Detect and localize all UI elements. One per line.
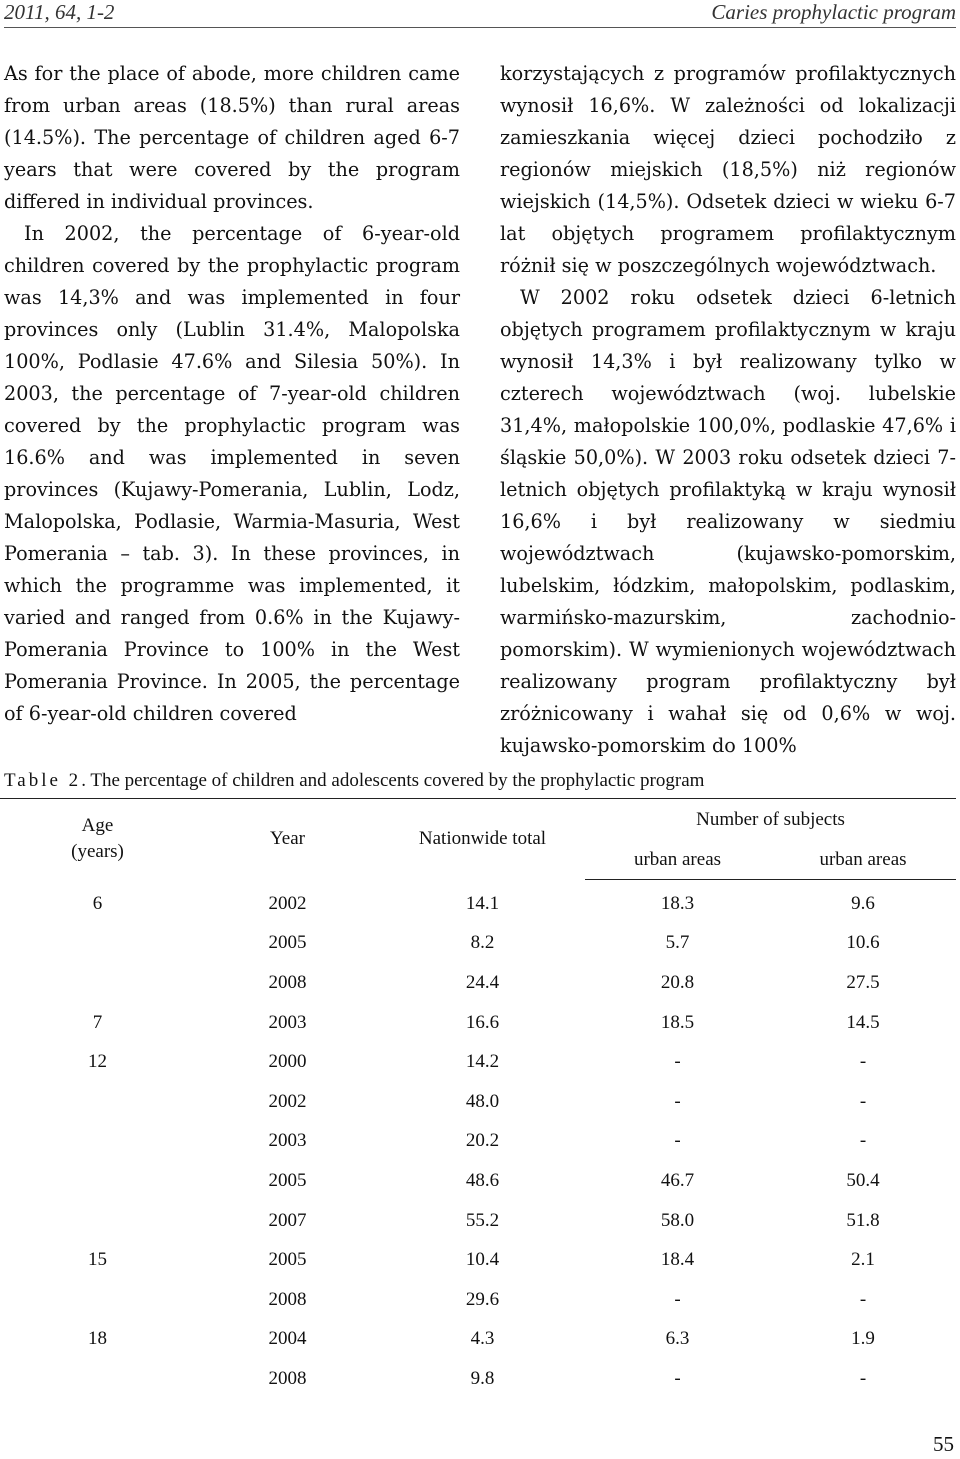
- header-nationwide: Nationwide total: [418, 828, 547, 850]
- paragraph: As for the place of abode, more children came from urban areas (18.5%) than rural areas (14.5%). The percentage of children aged 6-7 years that were covered by the program differed in individual provinces.: [4, 62, 460, 213]
- cell-year: 2002: [268, 892, 307, 914]
- cell-nationwide: 55.2: [465, 1209, 500, 1231]
- cell-urban-2: -: [859, 1130, 867, 1152]
- cell-age: [0, 1359, 195, 1399]
- cell-urban-1: 46.7: [660, 1169, 695, 1191]
- running-header: [4, 0, 956, 26]
- table-row: [0, 1161, 956, 1201]
- cell-year: 2003: [268, 1011, 307, 1033]
- cell-urban-2: 51.8: [846, 1209, 880, 1231]
- cell-urban-2: 27.5: [846, 971, 880, 993]
- cell-urban-1: -: [674, 1367, 681, 1389]
- paragraph: korzystających z programów profilaktycznych wynosił 16,6%. W zależności od lokalizacji zamieszkania więcej dzieci pochodziło z regionów miejskich (18,5%) niż regionów wiejskich (14,5%). Odsetek dzieci w wieku 6-7 lat objętych programem profilaktycznym różnił się w poszczególnych województwach.: [500, 62, 956, 277]
- table-row: [0, 1280, 956, 1320]
- paragraph: In 2002, the percentage of 6-year-old children covered by the prophylactic program was 14,3% and was implemented in four provinces only (Lublin 31.4%, Malopolska 100%, Podlasie 47.6% and Silesia 50%). In 2003, the percentage of 7-year-old children covered by the prophylactic program was 16.6% and was implemented in seven provinces (Kujawy-Pomerania, Lublin, Lodz, Malopolska, Podlasie, Warmia-Masuria, West Pomerania – tab. 3). In these provinces, in which the programme was implemented, it varied and ranged from 0.6% in the Kujawy-Pomerania Province to 100% in the West Pomerania Province. In 2005, the percentage of 6-year-old children covered: [4, 222, 460, 725]
- cell-age: 7: [92, 1011, 103, 1033]
- cell-year: 2005: [268, 1169, 307, 1191]
- cell-nationwide: 4.3: [470, 1328, 495, 1350]
- cell-urban-1: 58.0: [660, 1209, 695, 1231]
- table-caption-text: . The percentage of children and adolescents covered by the prophylactic program: [81, 770, 705, 791]
- cell-urban-1: 6.3: [665, 1328, 690, 1350]
- cell-urban-2: 50.4: [846, 1169, 880, 1191]
- cell-nationwide: 9.8: [470, 1367, 495, 1389]
- table-row: [0, 1320, 956, 1360]
- cell-nationwide: 10.4: [465, 1249, 500, 1271]
- cell-year: 2008: [268, 1288, 307, 1310]
- paragraph: W 2002 roku odsetek dzieci 6-letnich objętych programem profilaktycznym w kraju wynosił 14,3% i był realizowany tylko w czterech województwach (woj. lubelskie 31,4%, małopolskie 100,0%, podlaskie 47,6% i śląskie 50,0%). W 2003 roku odsetek dzieci 7-letnich objętych profilaktyką w kraju wynosił 16,6% i był realizowany w siedmiu województwach (kujawsko-pomorskim, lubelskim, łódzkim, małopolskim, podlaskim, warmińsko-mazurskim, zachodnio-pomorskim). W wymienionych województwach realizowany program profilaktyczny był zróżnicowany i wahał się od 0,6% w woj. kujawsko-pomorskim do 100%: [500, 286, 956, 757]
- cell-age: [0, 1201, 195, 1241]
- cell-age: 6: [92, 892, 103, 914]
- cell-nationwide: 8.2: [470, 932, 495, 954]
- cell-nationwide: 48.6: [465, 1169, 500, 1191]
- cell-age: [0, 1280, 195, 1320]
- cell-urban-1: 18.4: [660, 1249, 695, 1271]
- cell-year: 2008: [268, 1367, 307, 1389]
- polish-column: [500, 58, 956, 762]
- cell-nationwide: 14.2: [465, 1051, 500, 1073]
- cell-urban-2: -: [859, 1051, 867, 1073]
- cell-urban-2: 9.6: [851, 892, 875, 914]
- cell-urban-2: -: [859, 1288, 867, 1310]
- header-rule: [4, 27, 956, 28]
- cell-age: [0, 1161, 195, 1201]
- cell-age: [0, 1082, 195, 1122]
- cell-urban-1: -: [674, 1051, 681, 1073]
- cell-year: 2004: [268, 1328, 307, 1350]
- page-number: 55: [933, 1432, 954, 1456]
- cell-urban-1: 20.8: [660, 971, 695, 993]
- cell-age: 18: [88, 1328, 107, 1350]
- cell-urban-1: -: [674, 1130, 681, 1152]
- table-row: [0, 963, 956, 1003]
- cell-year: 2000: [268, 1051, 307, 1073]
- cell-urban-1: -: [674, 1288, 681, 1310]
- table-row: [0, 1122, 956, 1162]
- english-column: [4, 58, 460, 730]
- running-title: Caries prophylactic program: [711, 0, 956, 24]
- table-caption: [4, 770, 954, 792]
- table-row: [0, 1201, 956, 1241]
- cell-year: 2007: [268, 1209, 307, 1231]
- cell-nationwide: 16.6: [465, 1011, 500, 1033]
- table-label: Table 2: [4, 770, 82, 791]
- header-subjects: Number of subjects: [696, 809, 845, 830]
- cell-urban-2: 14.5: [846, 1011, 880, 1033]
- cell-urban-1: -: [674, 1090, 681, 1112]
- header-urban-2: urban areas: [770, 841, 956, 880]
- coverage-table: [0, 798, 956, 1399]
- cell-nationwide: 14.1: [465, 892, 500, 914]
- table-row: [0, 1042, 956, 1082]
- cell-urban-1: 5.7: [665, 932, 690, 954]
- cell-age: [0, 963, 195, 1003]
- cell-urban-2: -: [859, 1367, 867, 1389]
- cell-year: 2005: [268, 932, 307, 954]
- cell-urban-2: 10.6: [846, 932, 880, 954]
- cell-urban-2: 1.9: [851, 1328, 875, 1350]
- cell-age: [0, 1122, 195, 1162]
- cell-nationwide: 24.4: [465, 971, 500, 993]
- cell-nationwide: 48.0: [465, 1090, 500, 1112]
- cell-age: 15: [88, 1249, 107, 1271]
- header-year: Year: [269, 828, 305, 850]
- table-row: [0, 924, 956, 964]
- cell-nationwide: 29.6: [465, 1288, 500, 1310]
- table-row: [0, 1359, 956, 1399]
- header-age: Age (years): [71, 815, 124, 863]
- cell-year: 2002: [268, 1090, 307, 1112]
- table-row: [0, 1082, 956, 1122]
- cell-age: 12: [88, 1051, 107, 1073]
- cell-urban-2: 2.1: [851, 1249, 875, 1271]
- cell-urban-2: -: [859, 1090, 867, 1112]
- table-row: [0, 1240, 956, 1280]
- cell-urban-1: 18.3: [660, 892, 695, 914]
- cell-year: 2003: [268, 1130, 307, 1152]
- cell-year: 2008: [268, 971, 307, 993]
- cell-year: 2005: [268, 1249, 307, 1271]
- table-row: [0, 880, 956, 924]
- cell-age: [0, 924, 195, 964]
- cell-urban-1: 18.5: [660, 1011, 695, 1033]
- cell-nationwide: 20.2: [465, 1130, 500, 1152]
- journal-citation: 2011, 64, 1-2: [4, 0, 115, 24]
- header-urban-1: urban areas: [585, 841, 770, 880]
- table-row: [0, 1003, 956, 1043]
